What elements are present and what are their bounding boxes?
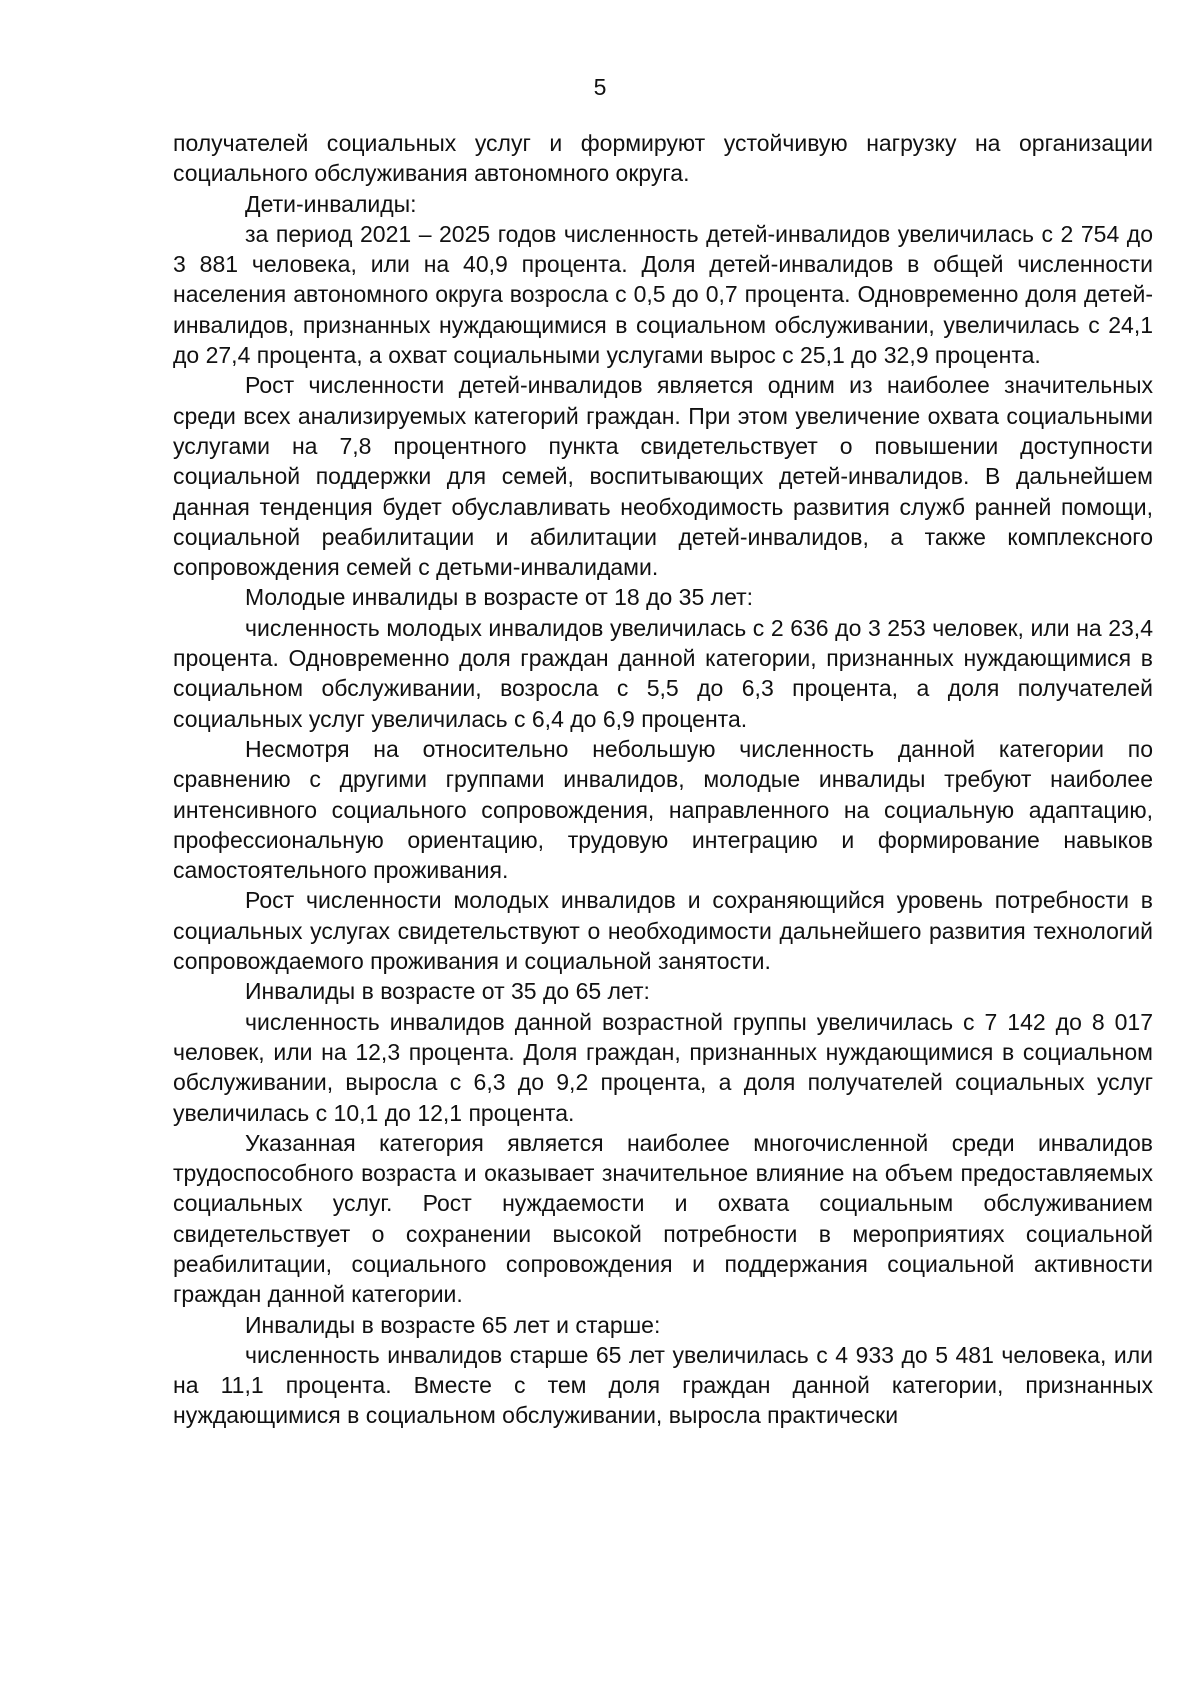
paragraph: Несмотря на относительно небольшую численность данной категории по сравнению с другими группами инвалидов, молодые инвалиды требуют наиболее интенсивного социального сопровождения, направленного на социальную адаптацию, профессиональную ориентацию, трудовую интеграцию и формирование навыков самостоятельного проживания. [173, 735, 1153, 884]
paragraph: за период 2021 – 2025 годов численность детей-инвалидов увеличилась с 2 754 до 3 881 человека, или на 40,9 процента. Доля детей-инвалидов в общей численности населения автономного округа возросла с 0,5 до 0,7 процента. Одновременно доля детей-инвалидов, признанных нуждающимися в социальном обслуживании, увеличилась с 24,1 до 27,4 процента, а охват социальными услугами вырос с 25,1 до 32,9 процента. [173, 220, 1153, 369]
section-heading-disabled-65-plus: Инвалиды в возрасте 65 лет и старше: [245, 1311, 661, 1338]
section-heading-children-disabled: Дети-инвалиды: [245, 190, 417, 217]
page-number: 5 [593, 74, 607, 100]
document-body [173, 128, 1153, 1431]
paragraph: численность молодых инвалидов увеличилась с 2 636 до 3 253 человек, или на 23,4 процента. Одновременно доля граждан данной категории, признанных нуждающимися в социальном обслуживании, возросла с 5,5 до 6,3 процента, а доля получателей социальных услуг увеличилась с 6,4 до 6,9 процента. [173, 614, 1153, 732]
paragraph: Рост численности молодых инвалидов и сохраняющийся уровень потребности в социальных услугах свидетельствуют о необходимости дальнейшего развития технологий сопровождаемого проживания и социальной занятости. [173, 887, 1153, 975]
paragraph: численность инвалидов старше 65 лет увеличилась с 4 933 до 5 481 человека, или на 11,1 процента. Вместе с тем доля граждан данной категории, признанных нуждающимися в социальном обслуживании, выросла практически [173, 1341, 1153, 1429]
paragraph: численность инвалидов данной возрастной группы увеличилась с 7 142 до 8 017 человек, или на 12,3 процента. Доля граждан, признанных нуждающимися в социальном обслуживании, выросла с 6,3 до 9,2 процента, а доля получателей социальных услуг увеличилась с 10,1 до 12,1 процента. [173, 1008, 1153, 1126]
paragraph: Рост численности детей-инвалидов является одним из наиболее значительных среди всех анализируемых категорий граждан. При этом увеличение охвата социальными услугами на 7,8 процентного пункта свидетельствует о повышении доступности социальной поддержки для семей, воспитывающих детей-инвалидов. В дальнейшем данная тенденция будет обуславливать необходимость развития служб ранней помощи, социальной реабилитации и абилитации детей-инвалидов, а также комплексного сопровождения семей с детьми-инвалидами. [173, 372, 1153, 581]
section-heading-disabled-35-65: Инвалиды в возрасте от 35 до 65 лет: [245, 978, 650, 1005]
section-heading-young-disabled: Молодые инвалиды в возрасте от 18 до 35 лет: [245, 584, 754, 611]
paragraph: Указанная категория является наиболее многочисленной среди инвалидов трудоспособного возраста и оказывает значительное влияние на объем предоставляемых социальных услуг. Рост нуждаемости и охвата социальным обслуживанием свидетельствует о сохранении высокой потребности в мероприятиях социальной реабилитации, социального сопровождения и поддержания социальной активности граждан данной категории. [173, 1129, 1153, 1308]
paragraph-continuation: получателей социальных услуг и формируют устойчивую нагрузку на организации социального обслуживания автономного округа. [173, 130, 1153, 187]
